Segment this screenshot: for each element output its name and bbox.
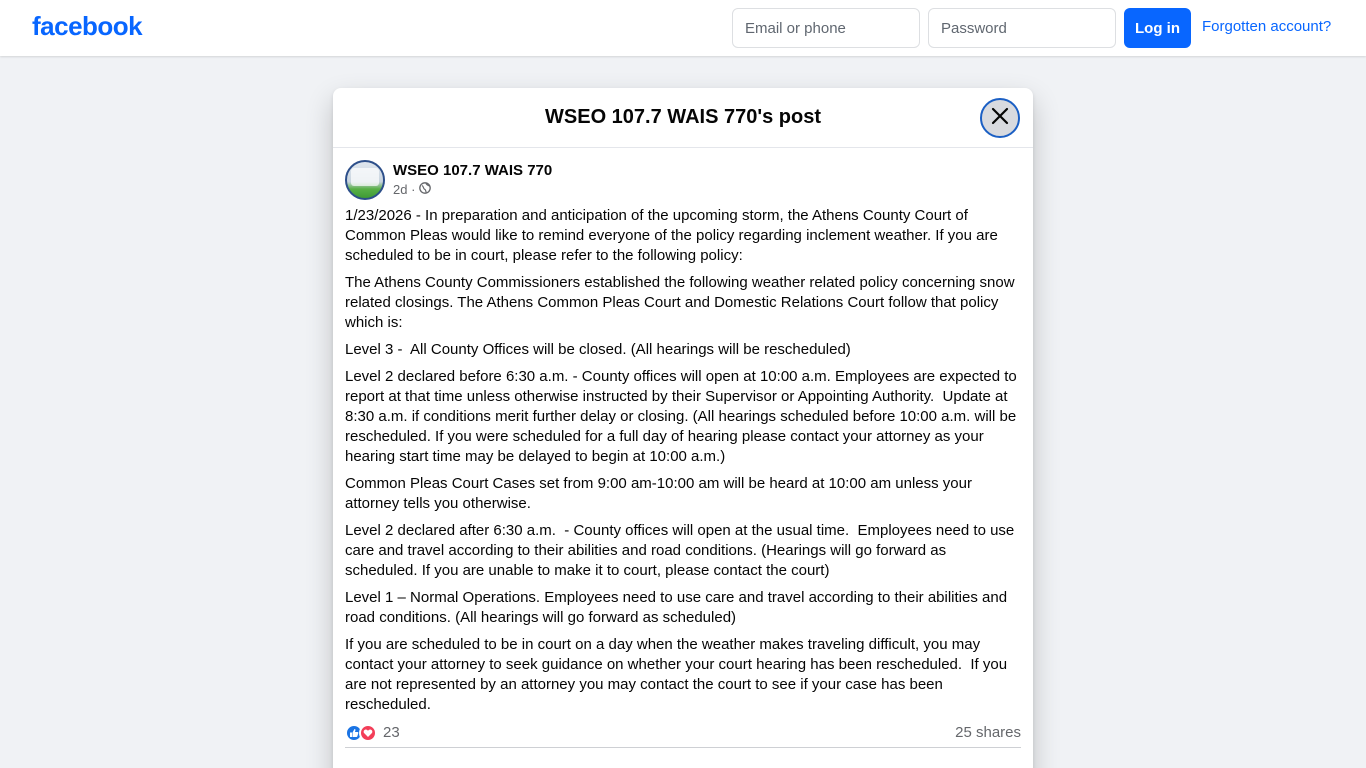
post-paragraph: 1/23/2026 - In preparation and anticipation of the upcoming storm, the Athens County Court of Common Pleas would like to remind everyone of the policy regarding inclement weather. If you are scheduled to be in court, please refer to the following policy: — [345, 207, 1003, 264]
reactions-summary[interactable] — [345, 724, 400, 742]
post — [333, 148, 1033, 748]
password-input[interactable] — [928, 8, 1116, 48]
post-text — [345, 206, 1021, 715]
shares-count[interactable]: 25 shares — [955, 724, 1021, 741]
post-paragraph: Level 3 - All County Offices will be closed. (All hearings will be rescheduled) — [345, 341, 851, 358]
dialog-title: WSEO 107.7 WAIS 770's post — [545, 106, 821, 128]
login-button[interactable]: Log in — [1124, 8, 1191, 48]
top-bar — [0, 0, 1366, 56]
post-paragraph: If you are scheduled to be in court on a day when the weather makes traveling difficult, you may contact your attorney to seek guidance on whether your court hearing has been rescheduled. If you are not represented by an attorney you may contact the court to see if your case has been rescheduled. — [345, 636, 1012, 713]
avatar[interactable] — [345, 160, 385, 200]
post-paragraph: Level 2 declared before 6:30 a.m. - County offices will open at 10:00 a.m. Employees are expected to report at that time unless otherwise instructed by their Supervisor or Appointing Authority. Update at 8:30 a.m. if conditions merit further delay or closing. (All hearings scheduled before 10:00 a.m. will be rescheduled. If you were scheduled for a full day of hearing please contact your attorney as your hearing start time may be delayed to begin at 10:00 a.m.) — [345, 368, 1021, 465]
post-header — [345, 160, 1021, 200]
close-button[interactable] — [980, 98, 1020, 138]
post-paragraph: Level 2 declared after 6:30 a.m. - County offices will open at the usual time. Employees need to use care and travel according to their abilities and road conditions. (Hearings will go forward as scheduled. If you are unable to make it to court, please contact the court) — [345, 522, 1019, 579]
author-name[interactable]: WSEO 107.7 WAIS 770 — [393, 162, 553, 179]
post-time[interactable]: 2d · — [393, 182, 416, 197]
close-icon — [991, 107, 1009, 130]
post-paragraph: The Athens County Commissioners established the following weather related policy concerning snow related closings. The Athens Common Pleas Court and Domestic Relations Court follow that policy which is: — [345, 274, 1019, 331]
dialog-header — [333, 88, 1033, 148]
post-footer — [345, 722, 1021, 748]
post-paragraph: Common Pleas Court Cases set from 9:00 am-10:00 am will be heard at 10:00 am unless your attorney tells you otherwise. — [345, 475, 977, 512]
forgotten-account-link[interactable]: Forgotten account? — [1202, 18, 1332, 35]
post-dialog — [333, 88, 1033, 768]
globe-icon — [419, 181, 431, 199]
love-icon — [359, 724, 377, 742]
reaction-count: 23 — [383, 724, 400, 741]
facebook-logo[interactable]: facebook — [32, 11, 143, 41]
post-paragraph: Level 1 – Normal Operations. Employees need to use care and travel according to their abilities and road conditions. (All hearings will go forward as scheduled) — [345, 589, 1012, 626]
email-input[interactable] — [732, 8, 920, 48]
